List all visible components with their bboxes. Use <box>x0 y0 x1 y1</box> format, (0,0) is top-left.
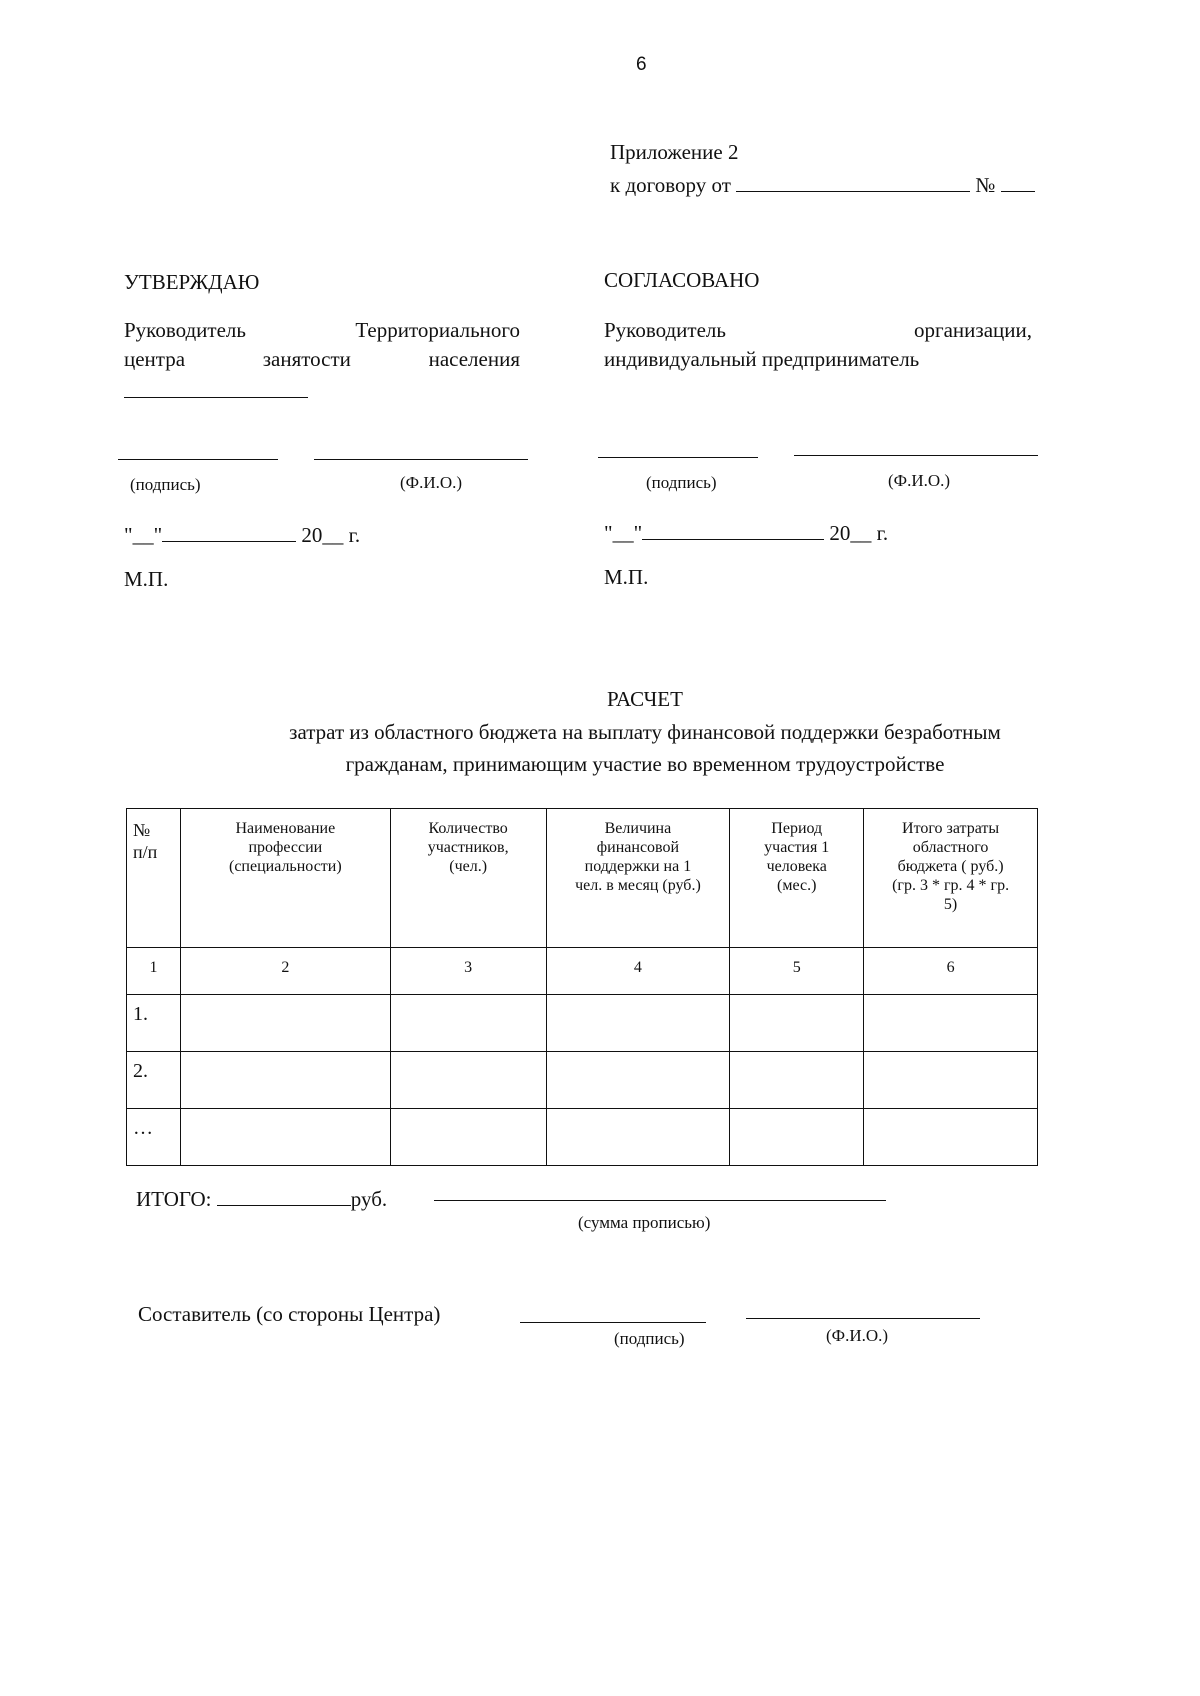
column-number: 1 <box>127 948 181 995</box>
calc-title: РАСЧЕТ <box>607 687 683 711</box>
left-word: занятости <box>262 347 351 371</box>
table-row <box>127 995 1038 1052</box>
table-header-row <box>127 809 1038 948</box>
header-cell-period <box>730 809 864 948</box>
contract-date-field[interactable] <box>736 169 970 192</box>
right-position-line1 <box>604 318 1032 343</box>
row-number: 1. <box>127 995 181 1052</box>
total-label: ИТОГО: <box>136 1187 212 1212</box>
profession-cell[interactable] <box>180 1109 390 1166</box>
header-text: (чел.) <box>449 858 488 875</box>
header-text: участия 1 <box>764 839 830 856</box>
compiler-signature-label: (подпись) <box>614 1329 685 1348</box>
total-line <box>136 1183 387 1212</box>
column-number: 6 <box>864 948 1038 995</box>
right-word: организации, <box>914 318 1032 342</box>
left-word: центра <box>124 347 186 371</box>
header-cell-profession <box>180 809 390 948</box>
total-words-label: (сумма прописью) <box>578 1213 711 1232</box>
left-date-line <box>124 519 360 548</box>
support-amount-cell[interactable] <box>546 995 730 1052</box>
compiler-signature-field[interactable] <box>520 1322 706 1323</box>
total-words-field[interactable] <box>434 1200 886 1201</box>
period-cell[interactable] <box>730 1052 864 1109</box>
right-signature-label: (подпись) <box>646 473 717 492</box>
left-date-day: "__" <box>124 523 163 548</box>
header-cell-participants <box>390 809 546 948</box>
contract-number-field[interactable] <box>1001 169 1035 192</box>
header-text: участников, <box>427 839 509 856</box>
period-cell[interactable] <box>730 1109 864 1166</box>
header-text: 5) <box>943 896 958 913</box>
header-text: (специальности) <box>228 858 342 875</box>
header-text: областного <box>912 839 989 856</box>
left-signature-field[interactable] <box>118 459 278 460</box>
left-stamp: М.П. <box>124 567 169 591</box>
header-text: финансовой <box>596 839 680 856</box>
row-number: 2. <box>127 1052 181 1109</box>
column-number: 2 <box>180 948 390 995</box>
compiler-fio-field[interactable] <box>746 1318 980 1319</box>
left-fio-label: (Ф.И.О.) <box>400 473 463 492</box>
header-cell-support-amount <box>546 809 730 948</box>
header-text: Период <box>771 820 823 837</box>
header-text: (гр. 3 * гр. 4 * гр. <box>892 877 1010 894</box>
total-cell[interactable] <box>864 1109 1038 1166</box>
right-stamp: М.П. <box>604 565 649 589</box>
support-amount-cell[interactable] <box>546 1109 730 1166</box>
header-text: № <box>133 820 151 840</box>
right-word: Руководитель <box>604 318 726 342</box>
left-date-year: 20__ г. <box>301 523 361 548</box>
header-text: (мес.) <box>777 877 817 894</box>
total-amount-field[interactable] <box>217 1183 351 1206</box>
left-word: Руководитель <box>124 318 246 342</box>
left-signature-label: (подпись) <box>130 475 201 494</box>
left-fio-field[interactable] <box>314 459 528 460</box>
profession-cell[interactable] <box>180 1052 390 1109</box>
total-cell[interactable] <box>864 995 1038 1052</box>
header-text: Итого затраты <box>902 820 1000 837</box>
header-text: поддержки на 1 <box>584 858 692 875</box>
participants-cell[interactable] <box>390 1052 546 1109</box>
column-number-row <box>127 948 1038 995</box>
left-date-month-field[interactable] <box>162 519 296 542</box>
column-number: 5 <box>730 948 864 995</box>
page-number: 6 <box>636 54 647 75</box>
appendix-contract-line <box>610 169 1035 198</box>
column-number: 4 <box>546 948 730 995</box>
left-position-line2 <box>124 347 520 372</box>
right-date-line <box>604 517 888 546</box>
agreed-heading: СОГЛАСОВАНО <box>604 268 760 292</box>
left-position-line1 <box>124 318 520 343</box>
header-text: Количество <box>428 820 508 837</box>
header-text: Наименование <box>235 820 336 837</box>
right-position-line2: индивидуальный предприниматель <box>604 347 920 371</box>
profession-cell[interactable] <box>180 995 390 1052</box>
left-word: населения <box>428 347 520 371</box>
period-cell[interactable] <box>730 995 864 1052</box>
header-cell-number <box>127 809 181 948</box>
header-text: Величина <box>604 820 672 837</box>
right-fio-field[interactable] <box>794 455 1038 456</box>
left-center-name-field[interactable] <box>124 397 308 398</box>
right-date-year: 20__ г. <box>829 521 889 546</box>
header-text: чел. в месяц (руб.) <box>575 877 701 894</box>
support-amount-cell[interactable] <box>546 1052 730 1109</box>
appendix-contract-prefix: к договору от <box>610 173 731 198</box>
header-cell-total <box>864 809 1038 948</box>
right-signature-field[interactable] <box>598 457 758 458</box>
header-text: п/п <box>133 842 158 862</box>
total-cell[interactable] <box>864 1052 1038 1109</box>
right-date-month-field[interactable] <box>642 517 824 540</box>
compiler-label: Составитель (со стороны Центра) <box>138 1302 441 1326</box>
row-number: … <box>127 1109 181 1166</box>
approve-heading: УТВЕРЖДАЮ <box>124 270 260 294</box>
appendix-number-sign: № <box>975 173 996 198</box>
participants-cell[interactable] <box>390 995 546 1052</box>
calc-subtitle-line2: гражданам, принимающим участие во временном трудоустройстве <box>345 752 945 776</box>
header-text: человека <box>766 858 827 875</box>
left-word: Территориального <box>355 318 520 342</box>
calc-subtitle-line1: затрат из областного бюджета на выплату финансовой поддержки безработным <box>289 720 1001 744</box>
column-number: 3 <box>390 948 546 995</box>
header-text: профессии <box>248 839 323 856</box>
table-row <box>127 1052 1038 1109</box>
table-row <box>127 1109 1038 1166</box>
total-currency: руб. <box>350 1187 388 1212</box>
right-date-day: "__" <box>604 521 643 546</box>
calculation-table <box>126 808 1038 1166</box>
participants-cell[interactable] <box>390 1109 546 1166</box>
appendix-title: Приложение 2 <box>610 140 739 164</box>
right-fio-label: (Ф.И.О.) <box>888 471 951 490</box>
header-text: бюджета ( руб.) <box>897 858 1004 875</box>
compiler-fio-label: (Ф.И.О.) <box>826 1326 889 1345</box>
